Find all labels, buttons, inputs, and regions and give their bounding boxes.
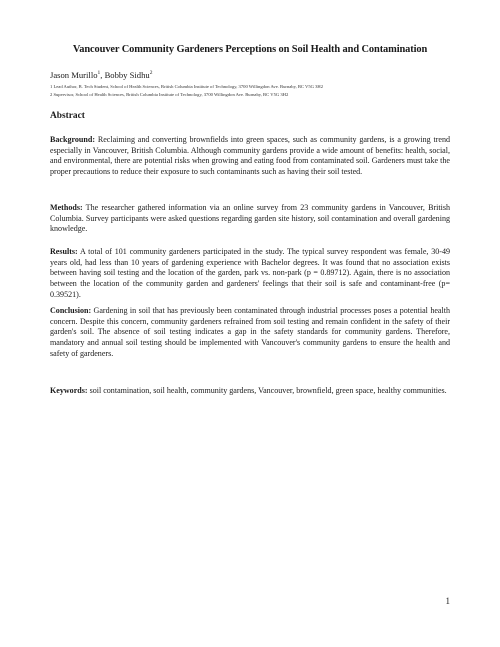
keywords-paragraph [50,386,450,397]
affiliation-line: 2 Supervisor, School of Health Sciences, British Columbia Institute of Technology, 3700 Willingdon Ave. Burnaby, BC V5G 3H2 [50,92,289,97]
section-label: Background: [50,135,96,145]
abstract-methods-paragraph [50,203,450,235]
author-separator: , [100,70,105,80]
section-label: Keywords: [50,386,88,396]
author-name: Jason Murillo [50,70,98,80]
section-label: Results: [50,247,78,257]
author-name: Bobby Sidhu [104,70,150,80]
section-text: Gardening in soil that has previously been contaminated through industrial processes poses a potential health concern. Despite this concern, community gardeners refrained from soil testing and remain confident in the safety of their garden's soil. The absence of soil testing indicates a gap in the safety standards for community gardens. Therefore, mandatory and annual soil testing should be implemented with Vancouver's community gardens to ensure the health and safety of gardeners. [50,306,450,358]
author-line [50,70,152,80]
affiliation-line: 1 Lead Author, B. Tech Student, School of Health Sciences, British Columbia Institute of Technology, 3700 Willingdon Ave. Burnaby, BC V5G 3H2 [50,84,324,89]
abstract-conclusion-paragraph [50,306,450,360]
section-text: A total of 101 community gardeners participated in the study. The typical survey respondent was female, 30-49 years old, had less than 10 years of gardening experience with Bachelor degrees. It was found that no association exists between having soil testing and the location of the garden, park vs. non-park (p = 0.89712). Again, there is no association between the location of the community garden and gardeners' feelings that their soil is safe and contaminant-free (p= 0.39521). [50,247,450,299]
page-number: 1 [445,596,450,606]
author-affiliation-marker: 1 [97,70,101,77]
section-label: Conclusion: [50,306,92,316]
abstract-heading: Abstract [50,111,85,121]
author-affiliation-marker: 2 [149,70,153,77]
abstract-results-paragraph [50,247,450,301]
section-text: Reclaiming and converting brownfields into green spaces, such as community gardens, is a growing trend especially in Vancouver, British Columbia. Although community gardens provide a wide amount of benefits: health, social, and environmental, there are potential risks when growing and eating food from contaminated soil. Gardeners must take the proper precautions to reduce their exposure to such contaminants such as having their soil tested. [50,135,450,177]
abstract-background-paragraph [50,135,450,178]
paper-title: Vancouver Community Gardeners Perceptions on Soil Health and Contamination [72,44,428,55]
section-text: soil contamination, soil health, community gardens, Vancouver, brownfield, green space, healthy communities. [87,386,447,396]
section-label: Methods: [50,203,83,213]
section-text: The researcher gathered information via an online survey from 23 community gardens in Vancouver, British Columbia. Survey participants were asked questions regarding garden site history, soil contamination and overall gardening knowledge. [50,203,450,234]
